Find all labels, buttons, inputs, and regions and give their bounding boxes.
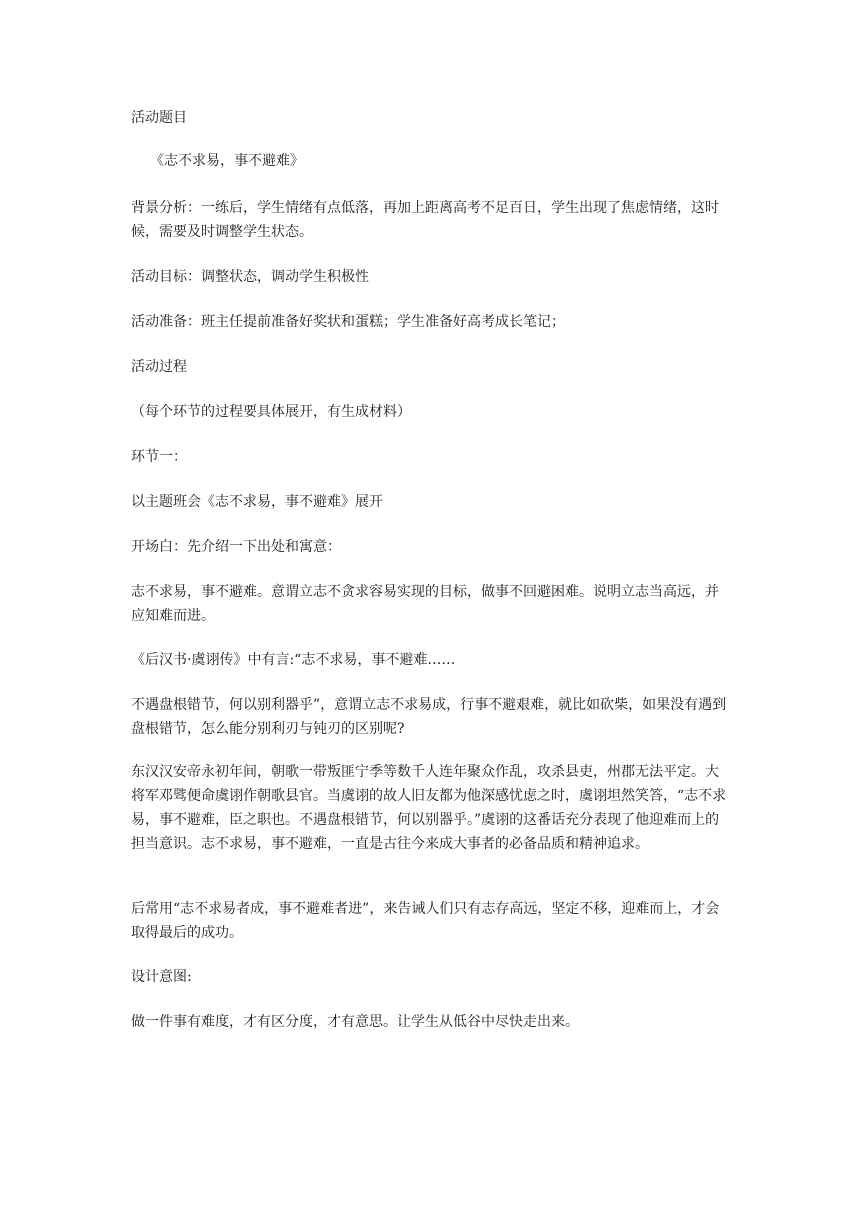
historical-story: 东汉汉安帝永初年间，朝歌一带叛匪宁季等数千人连年聚众作乱，攻杀县吏，州郡无法平定。大将军邓骘便命虞诩作朝歌县官。当虞诩的故人旧友都为他深感忧虑之时，虞诩坦然笑答，“志不求易，事不避难，臣之职也。不遇盘根错节，何以别器乎。”虞诩的这番话充分表现了他迎难而上的担当意识。志不求易，事不避难，一直是古往今来成大事者的必备品质和精神追求。 bbox=[131, 764, 727, 852]
activity-preparation: 活动准备：班主任提前准备好奖状和蛋糕；学生准备好高考成长笔记； bbox=[131, 314, 565, 330]
design-intent-heading: 设计意图: bbox=[131, 969, 192, 985]
process-note: （每个环节的过程要具体展开，有生成材料） bbox=[131, 404, 411, 420]
conclusion-paragraph: 后常用“志不求易者成，事不避难者进”，来告诫人们只有志存高远，坚定不移，迎难而上，才会取得最后的成功。 bbox=[131, 901, 720, 941]
activity-title: 《志不求易，事不避难》 bbox=[150, 153, 304, 169]
activity-process-heading: 活动过程 bbox=[131, 359, 187, 375]
quote-explanation: 不遇盘根错节，何以别利器乎”，意谓立志不求易成，行事不避艰难，就比如砍柴，如果没有遇到盘根错节，怎么能分别利刃与钝刃的区别呢? bbox=[131, 697, 727, 737]
background-analysis: 背景分析：一练后，学生情绪有点低落，再加上距离高考不足百日，学生出现了焦虑情绪，这时候，需要及时调整学生状态。 bbox=[131, 200, 719, 240]
activity-goal: 活动目标：调整状态，调动学生积极性 bbox=[131, 269, 369, 285]
design-intent: 做一件事有难度，才有区分度，才有意思。让学生从低谷中尽快走出来。 bbox=[131, 1014, 579, 1030]
meaning-paragraph: 志不求易，事不避难。意谓立志不贪求容易实现的目标，做事不回避困难。说明立志当高远，并应知难而进。 bbox=[131, 584, 719, 624]
section-one-intro: 以主题班会《志不求易，事不避难》展开 bbox=[131, 494, 383, 510]
opening-remarks: 开场白：先介绍一下出处和寓意： bbox=[131, 539, 341, 555]
section-one-heading: 环节一： bbox=[131, 449, 187, 465]
activity-title-heading: 活动题目 bbox=[131, 110, 187, 126]
source-quote: 《后汉书·虞诩传》中有言:“志不求易，事不避难…… bbox=[131, 652, 456, 668]
